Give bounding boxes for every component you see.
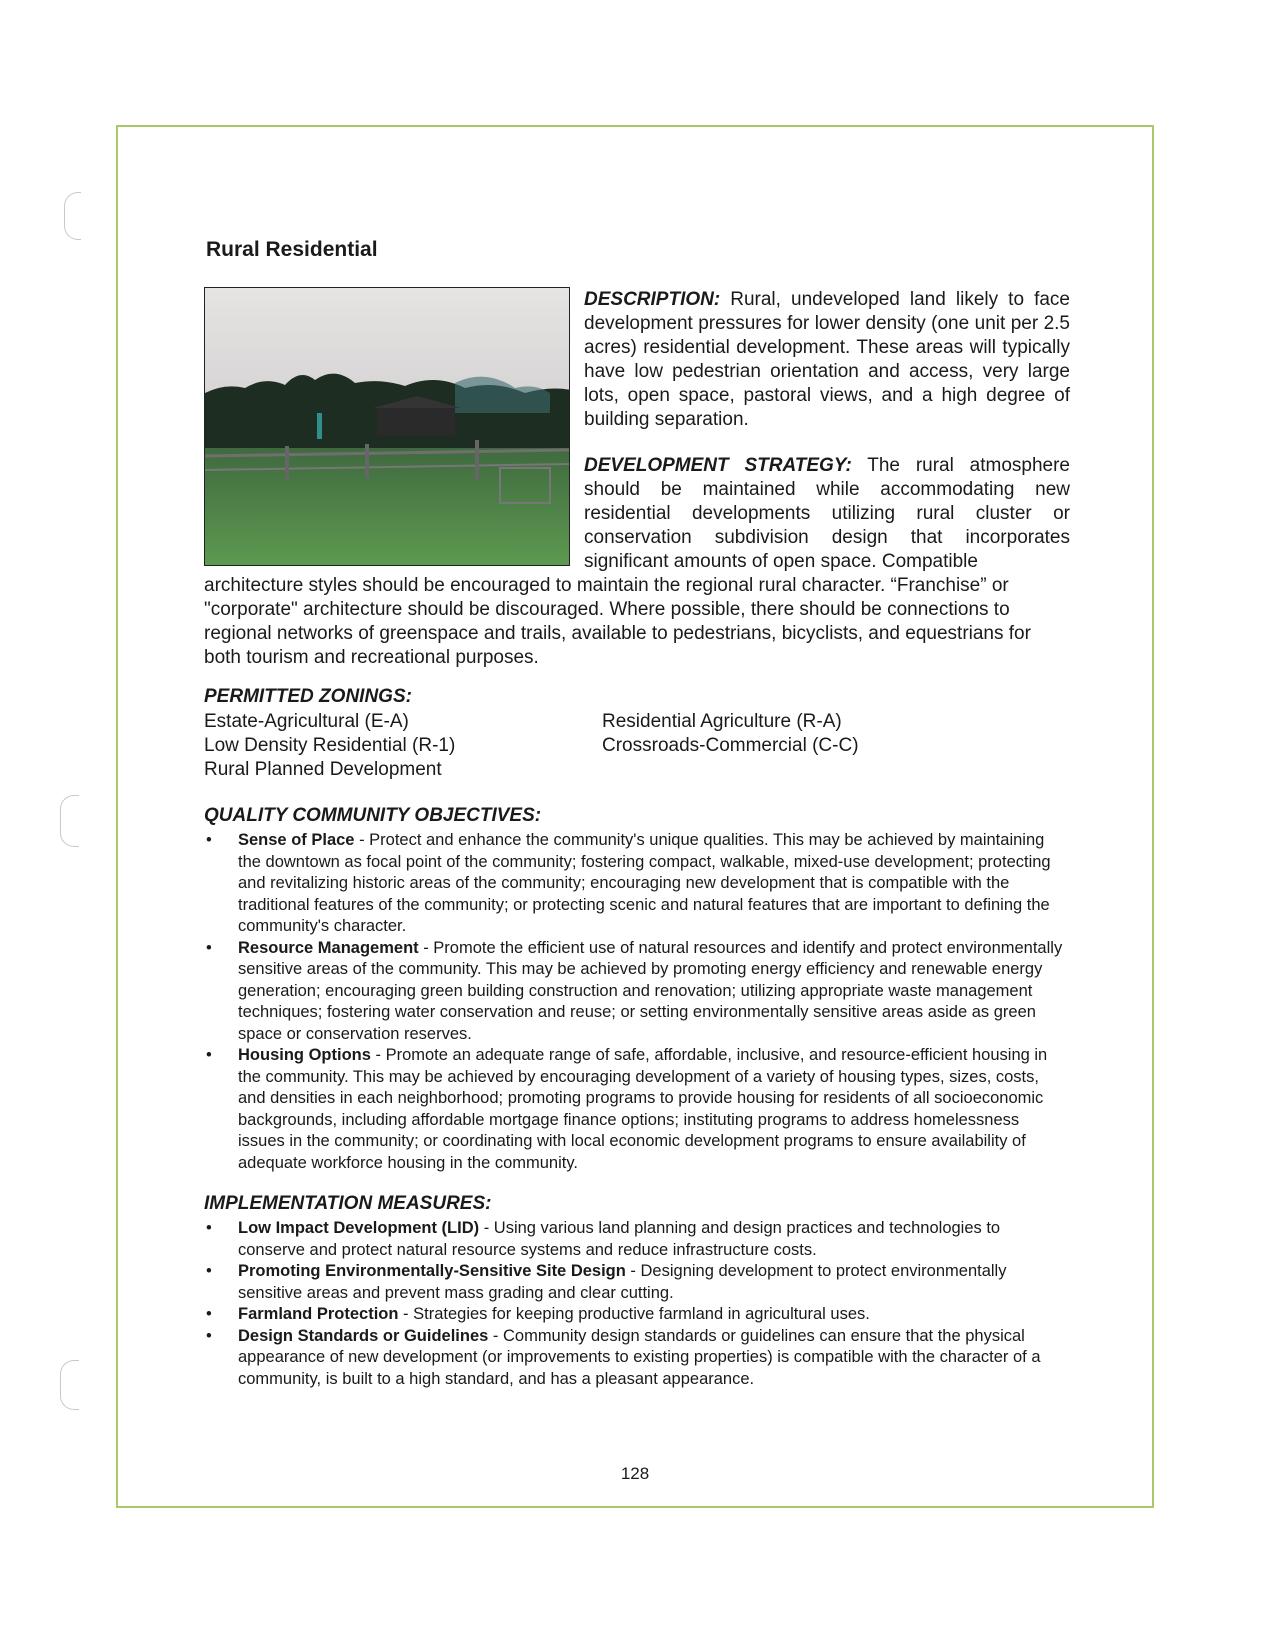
- measure-text: - Designing development to protect environmentally sensitive areas and prevent mass grading and clear cutting.: [238, 1262, 1007, 1302]
- bullet-icon: •: [206, 1326, 212, 1345]
- development-strategy-paragraph: [584, 454, 1070, 574]
- description-label: DESCRIPTION:: [584, 289, 721, 310]
- bullet-icon: •: [206, 831, 212, 849]
- measure-text: - Community design standards or guidelines can ensure that the physical appearance of new development (or improvements to existing properties) is compatible with the character of a community, is built to a high standard, and has a pleasant appearance.: [238, 1326, 1041, 1388]
- description-text: Rural, undeveloped land likely to face development pressures for lower density (one unit per 2.5 acres) residential development. These areas will typically have low pedestrian orientation and access, very large lots, open space, pastoral views, and a high degree of building separation.: [584, 289, 1070, 430]
- measure-term: Farmland Protection: [238, 1305, 399, 1323]
- measure-term: Low Impact Development (LID): [238, 1219, 480, 1237]
- objective-term: Housing Options: [238, 1046, 371, 1064]
- zoning-item: Estate-Agricultural (E-A): [204, 711, 409, 732]
- measure-text: - Strategies for keeping productive farmland in agricultural uses.: [398, 1305, 870, 1323]
- list-item: [204, 1261, 1070, 1304]
- objective-term: Resource Management: [238, 938, 419, 957]
- measure-text: - Using various land planning and design practices and technologies to conserve and protect natural resource systems and reduce infrastructure costs.: [238, 1219, 1001, 1259]
- zoning-item: Rural Planned Development: [204, 759, 442, 780]
- list-item: [204, 1218, 1070, 1261]
- zonings-list-left: [204, 710, 455, 782]
- bullet-icon: •: [206, 938, 212, 957]
- implementation-measures-heading: IMPLEMENTATION MEASURES:: [204, 1193, 492, 1214]
- zoning-item: Residential Agriculture (R-A): [602, 711, 842, 732]
- list-item: [204, 1304, 1070, 1326]
- implementation-measures-list: [204, 1218, 1070, 1390]
- rural-landscape-photo: [204, 287, 570, 566]
- quality-objectives-list: [204, 830, 1070, 1174]
- binder-hole-mark: [60, 795, 79, 847]
- quality-objectives-heading: QUALITY COMMUNITY OBJECTIVES:: [204, 805, 542, 826]
- list-item: [204, 1045, 1070, 1174]
- development-strategy-label: DEVELOPMENT STRATEGY:: [584, 455, 852, 476]
- development-strategy-continued: architecture styles should be encouraged to maintain the regional rural character. “Franchise” or "corporate" architecture should be discouraged. Where possible, there should be connections to regional networks of greenspace and trails, available to pedestrians, bicyclists, and equestrians for both tourism and recreational purposes.: [204, 575, 1031, 668]
- objective-term: Sense of Place: [238, 831, 355, 849]
- objective-text: - Promote an adequate range of safe, affordable, inclusive, and resource-efficient housing in the community. This may be achieved by encouraging development of a variety of housing types, sizes, costs, and densities in each neighborhood; promoting programs to provide housing for residents of all socioeconomic backgrounds, including affordable mortgage finance options; instituting programs to address homelessness issues in the community; or coordinating with local economic development programs to ensure availability of adequate workforce housing in the community.: [238, 1046, 1048, 1172]
- page-number: 128: [620, 1464, 650, 1483]
- list-item: [204, 1326, 1070, 1391]
- description-paragraph: [584, 288, 1070, 432]
- objective-text: - Protect and enhance the community's unique qualities. This may be achieved by maintaining the downtown as focal point of the community; fostering compact, walkable, mixed-use development; protecting and revitalizing historic areas of the community; encouraging new development that is compatible with the traditional features of the community; or protecting scenic and natural features that are important to defining the community's character.: [238, 831, 1051, 935]
- binder-hole-mark: [60, 1360, 79, 1410]
- permitted-zonings-heading: PERMITTED ZONINGS:: [204, 686, 412, 707]
- list-item: [204, 938, 1070, 1046]
- binder-hole-mark: [64, 192, 81, 240]
- zonings-list-right: [602, 710, 859, 758]
- objective-text: - Promote the efficient use of natural resources and identify and protect environmentally sensitive areas of the community. This may be achieved by promoting energy efficiency and renewable energy generation; encouraging green building construction and renovation; utilizing appropriate waste management techniques; fostering water conservation and reuse; or setting environmentally sensitive areas aside as green space or conservation reserves.: [238, 938, 1063, 1043]
- measure-term: Promoting Environmentally-Sensitive Site Design: [238, 1262, 626, 1280]
- page-title: Rural Residential: [206, 238, 378, 261]
- zoning-item: Low Density Residential (R-1): [204, 735, 456, 756]
- bullet-icon: •: [206, 1305, 212, 1323]
- list-item: [204, 830, 1070, 938]
- development-strategy-text: The rural atmosphere should be maintained while accommodating new residential developments utilizing rural cluster or conservation subdivision design that incorporates significant amounts of open space. Compatible: [584, 455, 1070, 572]
- bullet-icon: •: [206, 1219, 212, 1237]
- bullet-icon: •: [206, 1046, 212, 1064]
- measure-term: Design Standards or Guidelines: [238, 1326, 489, 1345]
- zoning-item: Crossroads-Commercial (C-C): [602, 735, 859, 756]
- bullet-icon: •: [206, 1262, 212, 1280]
